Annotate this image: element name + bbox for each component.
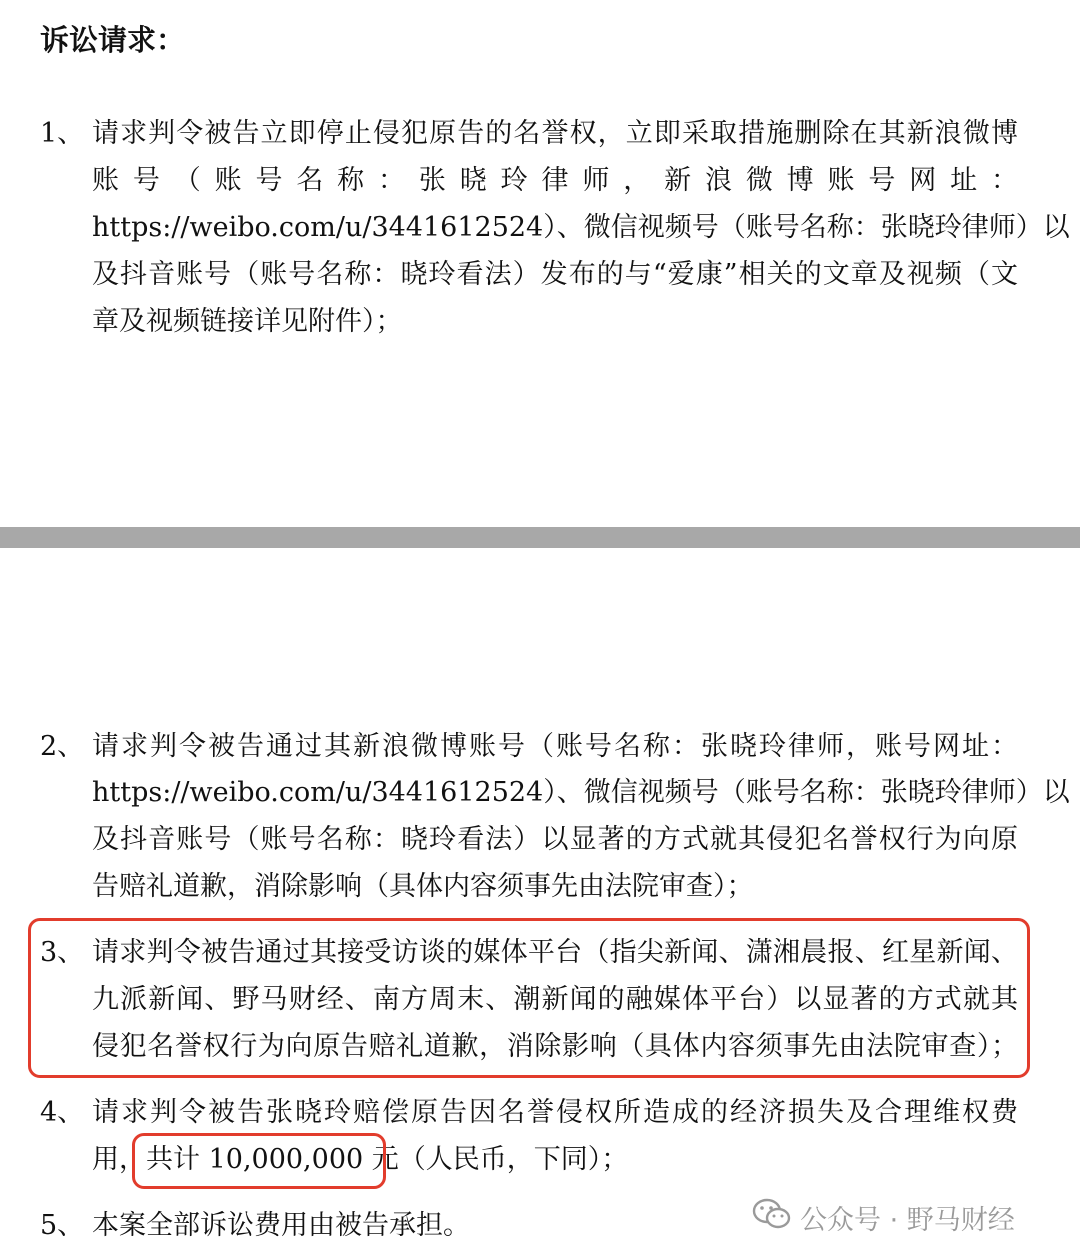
highlight-box-amount	[132, 1133, 386, 1189]
item-4-amount: 共计 10,000,000 元	[146, 1144, 399, 1175]
item-3-line: 请求判令被告通过其接受访谈的媒体平台（指尖新闻、潇湘晨报、红星新闻、	[92, 937, 1018, 968]
wechat-icon	[752, 1197, 792, 1238]
item-1-line: 请求判令被告立即停止侵犯原告的名誉权，立即采取措施删除在其新浪微博	[92, 118, 1018, 149]
item-4-line: 请求判令被告张晓玲赔偿原告因名誉侵权所造成的经济损失及合理维权费	[92, 1097, 1018, 1128]
item-number: 2、	[40, 731, 85, 762]
item-number: 3、	[40, 937, 85, 968]
section-heading: 诉讼请求：	[40, 23, 186, 57]
item-number: 1、	[40, 118, 85, 149]
item-5-line: 本案全部诉讼费用由被告承担。	[92, 1210, 470, 1241]
item-3-line: 侵犯名誉权行为向原告赔礼道歉，消除影响（具体内容须事先由法院审查）；	[92, 1031, 1018, 1062]
watermark	[752, 1196, 1015, 1238]
item-number: 4、	[40, 1097, 85, 1128]
page-separator	[0, 527, 1080, 548]
item-2-line: 请求判令被告通过其新浪微博账号（账号名称：张晓玲律师，账号网址：	[92, 731, 1018, 762]
item-1-line: 及抖音账号（账号名称：晓玲看法）发布的与“爱康”相关的文章及视频（文	[92, 259, 1018, 290]
item-2-line: 告赔礼道歉，消除影响（具体内容须事先由法院审查）；	[92, 871, 754, 902]
watermark-label: 公众号 · 野马财经	[800, 1204, 1015, 1236]
item-number: 5、	[40, 1210, 85, 1241]
item-3-line: 九派新闻、野马财经、南方周末、潮新闻的融媒体平台）以显著的方式就其	[92, 984, 1018, 1015]
item-4-text: （人民币，下同）；	[398, 1144, 629, 1175]
item-1-line: https://weibo.com/u/3441612524）、微信视频号（账号名称：张晓玲律师）以	[92, 212, 1070, 243]
item-4-text: 用，	[92, 1144, 146, 1175]
item-1-line: 章及视频链接详见附件）；	[92, 306, 403, 337]
item-2-line: 及抖音账号（账号名称：晓玲看法）以显著的方式就其侵犯名誉权行为向原	[92, 824, 1018, 855]
item-2-line: https://weibo.com/u/3441612524）、微信视频号（账号名称：张晓玲律师）以	[92, 777, 1070, 808]
item-1-line: 账号（账号名称：张晓玲律师，新浪微博账号网址：	[92, 165, 1018, 196]
